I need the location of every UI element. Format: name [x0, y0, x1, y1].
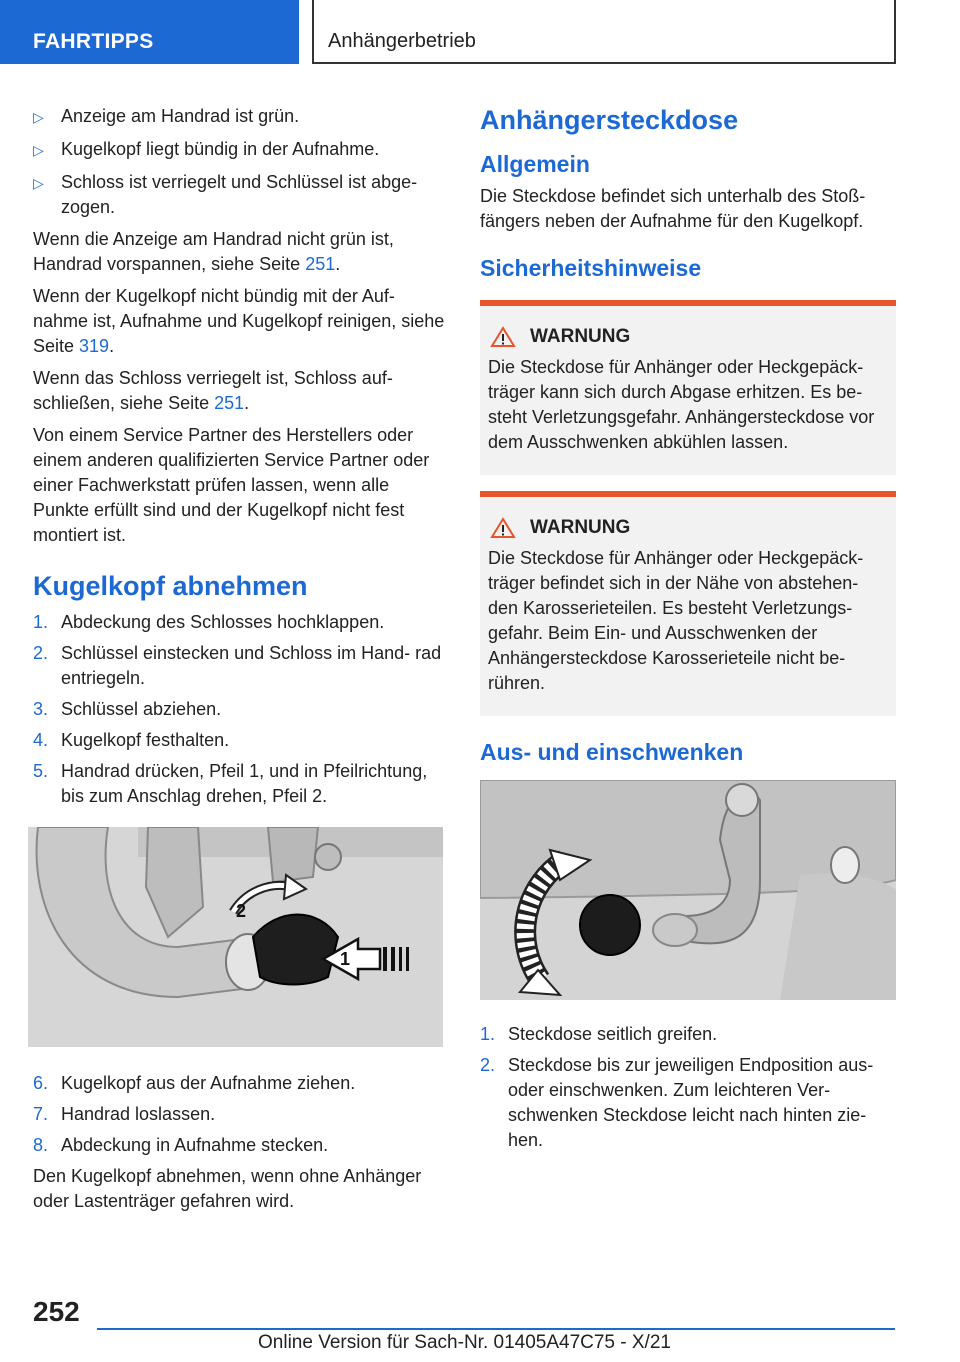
footer-divider: [97, 1328, 895, 1330]
right-column: [480, 104, 896, 1159]
check-item: ▷ Anzeige am Handrad ist grün.: [33, 104, 448, 130]
section-tab: FAHRTIPPS: [0, 0, 299, 64]
page-link[interactable]: 319: [79, 336, 110, 356]
warning-label: WARNUNG: [530, 326, 631, 347]
subsection-heading: Aus- und einschwenken: [480, 739, 744, 765]
step-item: 2. Schlüssel einstecken und Schloss im Hand‐ rad entriegeln.: [33, 643, 442, 688]
warning-triangle-icon: [490, 326, 516, 348]
step-item: 5. Handrad drücken, Pfeil 1, und in Pfeilrichtung, bis zum Anschlag drehen, Pfeil 2.: [33, 761, 428, 806]
paragraph: Den Kugelkopf abnehmen, wenn ohne Anhänger oder Lastenträger gefahren wird.: [33, 1166, 422, 1211]
paragraph: Wenn das Schloss verriegelt ist, Schloss auf‐ schließen, siehe Seite 251.: [33, 368, 393, 413]
page-link[interactable]: 251: [305, 254, 336, 274]
paragraph: Wenn die Anzeige am Handrad nicht grün ist, Handrad vorspannen, siehe Seite 251.: [33, 229, 394, 274]
warning-box: [480, 300, 896, 475]
step-item: 1. Steckdose seitlich greifen.: [480, 1024, 718, 1044]
left-column: [33, 104, 448, 1221]
section-heading: Anhängersteckdose: [480, 105, 739, 135]
step-item: 4. Kugelkopf festhalten.: [33, 730, 230, 750]
subsection-heading: Allgemein: [480, 151, 590, 177]
paragraph: Die Steckdose befindet sich unterhalb des Stoß‐ fängers neben der Aufnahme für den Kugelkopf.: [480, 186, 866, 231]
step-item: 2. Steckdose bis zur jeweiligen Endposition aus- oder einschwenken. Zum leichteren Ver‐ schwenken Steckdose leicht nach hinten zie‐ hen.: [480, 1055, 874, 1150]
paragraph: Wenn der Kugelkopf nicht bündig mit der Auf‐ nahme ist, Aufnahme und Kugelkopf reinigen, siehe Seite 319.: [33, 286, 445, 356]
check-item: ▷ Schloss ist verriegelt und Schlüssel ist abge‐ zogen.: [33, 170, 448, 220]
page-number: 252: [33, 1296, 80, 1327]
page-link[interactable]: 251: [214, 393, 245, 413]
step-item: 6. Kugelkopf aus der Aufnahme ziehen.: [33, 1073, 356, 1093]
step-item: 3. Schlüssel abziehen.: [33, 699, 222, 719]
step-item: 7. Handrad loslassen.: [33, 1104, 216, 1124]
figure-label-2: 2: [236, 901, 247, 921]
triangle-bullet-icon: ▷: [33, 109, 44, 125]
warning-box: [480, 491, 896, 716]
page-header-title: Anhängerbetrieb: [312, 0, 896, 64]
towball-removal-illustration: [28, 827, 443, 1047]
warning-text: Die Steckdose für Anhänger oder Heckgepäck‐ träger kann sich durch Abgase erhitzen. Es be‐ steht Verletzungsgefahr. Anhängersteckdose vor dem Ausschwenken abkühlen lassen.: [488, 357, 875, 452]
triangle-bullet-icon: ▷: [33, 142, 44, 158]
footer-text: Online Version für Sach-Nr. 01405A47C75 - X/21: [258, 1332, 671, 1353]
warning-label: WARNUNG: [530, 517, 631, 538]
paragraph: Von einem Service Partner des Herstellers oder einem anderen qualifizierten Service Partner oder einer Fachwerkstatt prüfen lassen, wenn alle Punkte erfüllt sind und der Kugelkopf nicht fest montiert ist.: [33, 425, 430, 545]
subsection-heading: Sicherheitshinweise: [480, 255, 702, 281]
step-item: 1. Abdeckung des Schlosses hochklappen.: [33, 612, 385, 632]
check-item: ▷ Kugelkopf liegt bündig in der Aufnahme.: [33, 137, 448, 163]
warning-text: Die Steckdose für Anhänger oder Heckgepäck‐ träger befindet sich in der Nähe von abstehen‐ den Karosserieteilen. Es besteht Verletzungs‐ gefahr. Beim Ein- und Ausschwenken der Anhängersteckdose Karosserieteile nicht be‐ rühren.: [488, 548, 864, 693]
step-item: 8. Abdeckung in Aufnahme stecken.: [33, 1135, 329, 1155]
warning-triangle-icon: [490, 517, 516, 539]
socket-swivel-illustration: [480, 780, 896, 1000]
section-heading: Kugelkopf abnehmen: [33, 571, 308, 601]
figure-label-1: 1: [340, 949, 351, 969]
triangle-bullet-icon: ▷: [33, 175, 44, 191]
